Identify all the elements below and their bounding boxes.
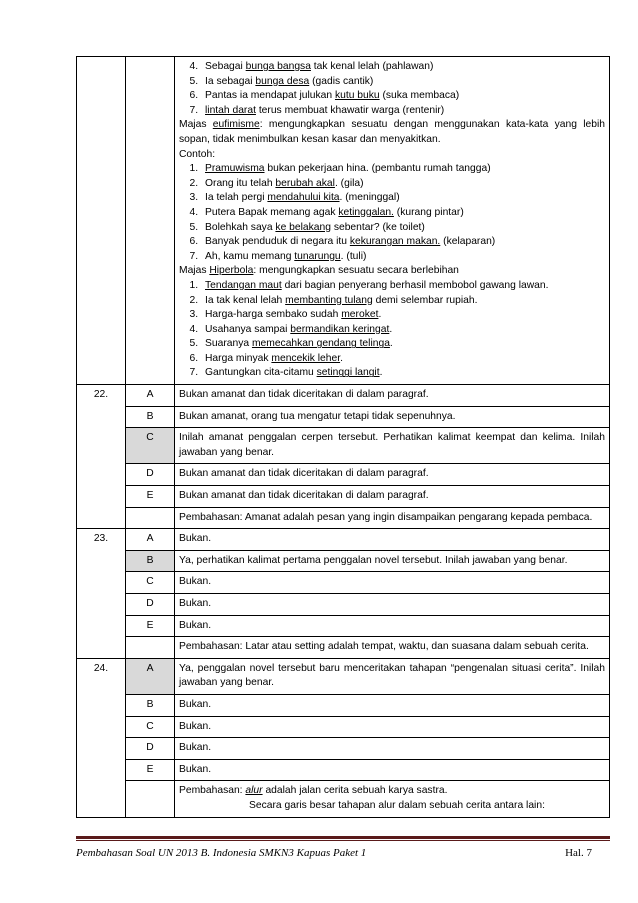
list-item: 6. Pantas ia mendapat julukan kutu buku (suka membaca) (201, 89, 605, 104)
option-key-correct: C (126, 428, 175, 464)
list-item: 3. Ia telah pergi mendahului kita. (meninggal) (201, 191, 605, 206)
hiperbola-list (179, 279, 605, 381)
table-row (77, 781, 610, 817)
pembahasan-line2: Secara garis besar tahapan alur dalam sebuah cerita antara lain: (249, 799, 545, 811)
list-item: 7. Gantungkan cita-citamu setinggi langit. (201, 366, 605, 381)
option-text: Bukan amanat dan tidak diceritakan di dalam paragraf. (175, 486, 610, 508)
footer-rule-thick (76, 836, 610, 839)
table-row (77, 637, 610, 659)
majas-explanation (175, 57, 610, 385)
table-row (77, 615, 610, 637)
list-item: 1. Tendangan maut dari bagian penyerang berhasil membobol gawang lawan. (201, 279, 605, 294)
option-key (126, 781, 175, 817)
majas-list-top (179, 60, 605, 118)
list-item: 2. Orang itu telah berubah akal. (gila) (201, 177, 605, 192)
option-text: Bukan. (175, 615, 610, 637)
table-row (77, 507, 610, 529)
question-number: 24. (77, 658, 126, 817)
table-row (77, 594, 610, 616)
list-item: 4. Usahanya sampai bermandikan keringat. (201, 323, 605, 338)
footer-rule-thin (76, 840, 610, 841)
page-number: Hal. 7 (565, 847, 592, 859)
table-row (77, 550, 610, 572)
option-key: D (126, 594, 175, 616)
option-cell (126, 57, 175, 385)
option-text: Bukan amanat, orang tua mengatur tetapi tidak sepenuhnya. (175, 406, 610, 428)
eufimisme-list (179, 162, 605, 264)
contoh-label: Contoh: (179, 148, 216, 160)
table-row (77, 738, 610, 760)
option-key: C (126, 716, 175, 738)
option-key: B (126, 694, 175, 716)
option-text: Bukan. (175, 759, 610, 781)
list-item: 2. Ia tak kenal lelah membanting tulang demi selembar rupiah. (201, 294, 605, 309)
table-row (77, 385, 610, 407)
question-number: 23. (77, 529, 126, 659)
list-item: 3. Harga-harga sembako sudah meroket. (201, 308, 605, 323)
option-key: C (126, 572, 175, 594)
option-key: E (126, 486, 175, 508)
footer-title: Pembahasan Soal UN 2013 B. Indonesia SMKN3 Kapuas Paket 1 (76, 847, 367, 859)
top-row (77, 57, 610, 385)
pembahasan: Pembahasan: Latar atau setting adalah tempat, waktu, dan suasana dalam sebuah cerita. (175, 637, 610, 659)
option-key: A (126, 385, 175, 407)
option-text: Bukan. (175, 572, 610, 594)
page-footer (76, 847, 610, 859)
option-key-correct: B (126, 550, 175, 572)
option-key (126, 637, 175, 659)
table-row (77, 716, 610, 738)
option-text: Bukan. (175, 694, 610, 716)
table-row (77, 486, 610, 508)
option-text: Bukan. (175, 716, 610, 738)
table-row (77, 529, 610, 551)
table-row (77, 658, 610, 694)
option-key: D (126, 738, 175, 760)
table-row (77, 428, 610, 464)
option-text: Bukan. (175, 594, 610, 616)
option-text: Bukan amanat dan tidak diceritakan di dalam paragraf. (175, 464, 610, 486)
list-item: 6. Harga minyak mencekik leher. (201, 352, 605, 367)
option-key: B (126, 406, 175, 428)
list-item: 7. Ah, kamu memang tunarungu. (tuli) (201, 250, 605, 265)
table-row (77, 406, 610, 428)
question-number: 22. (77, 385, 126, 529)
list-item: 7. lintah darat terus membuat khawatir warga (rentenir) (201, 104, 605, 119)
list-item: 4. Sebagai bunga bangsa tak kenal lelah (pahlawan) (201, 60, 605, 75)
option-key: E (126, 759, 175, 781)
hiperbola-definition: Majas Hiperbola: mengungkapkan sesuatu secara berlebihan (179, 265, 459, 277)
list-item: 5. Ia sebagai bunga desa (gadis cantik) (201, 75, 605, 90)
list-item: 5. Suaranya memecahkan gendang telinga. (201, 337, 605, 352)
option-key (126, 507, 175, 529)
number-cell (77, 57, 126, 385)
option-key: D (126, 464, 175, 486)
list-item: 5. Bolehkah saya ke belakang sebentar? (ke toilet) (201, 221, 605, 236)
option-text: Bukan. (175, 738, 610, 760)
option-text: Bukan. (175, 529, 610, 551)
pembahasan: Pembahasan: Amanat adalah pesan yang ingin disampaikan pengarang kepada pembaca. (175, 507, 610, 529)
option-key: A (126, 529, 175, 551)
option-key: E (126, 615, 175, 637)
list-item: 4. Putera Bapak memang agak ketinggalan. (kurang pintar) (201, 206, 605, 221)
pembahasan: Pembahasan: alur adalah jalan cerita sebuah karya sastra. Secara garis besar tahapan alur dalam sebuah cerita antara lain: (175, 781, 610, 817)
list-item: 6. Banyak penduduk di negara itu kekurangan makan. (kelaparan) (201, 235, 605, 250)
table-row (77, 759, 610, 781)
table-row (77, 572, 610, 594)
answer-table (76, 56, 610, 818)
option-key-correct: A (126, 658, 175, 694)
option-text: Inilah amanat penggalan cerpen tersebut. Perhatikan kalimat keempat dan kelima. Inilah jawaban yang benar. (175, 428, 610, 464)
list-item: 1. Pramuwisma bukan pekerjaan hina. (pembantu rumah tangga) (201, 162, 605, 177)
option-text: Ya, penggalan novel tersebut baru menceritakan tahapan “pengenalan situasi cerita”. Inilah jawaban yang benar. (175, 658, 610, 694)
option-text: Bukan amanat dan tidak diceritakan di dalam paragraf. (175, 385, 610, 407)
eufimisme-definition: Majas eufimisme: mengungkapkan sesuatu dengan menggunakan kata-kata yang lebih sopan, tidak menimbulkan kesan kasar dan menyakitkan. (179, 119, 606, 145)
table-row (77, 694, 610, 716)
option-text: Ya, perhatikan kalimat pertama penggalan novel tersebut. Inilah jawaban yang benar. (175, 550, 610, 572)
table-row (77, 464, 610, 486)
